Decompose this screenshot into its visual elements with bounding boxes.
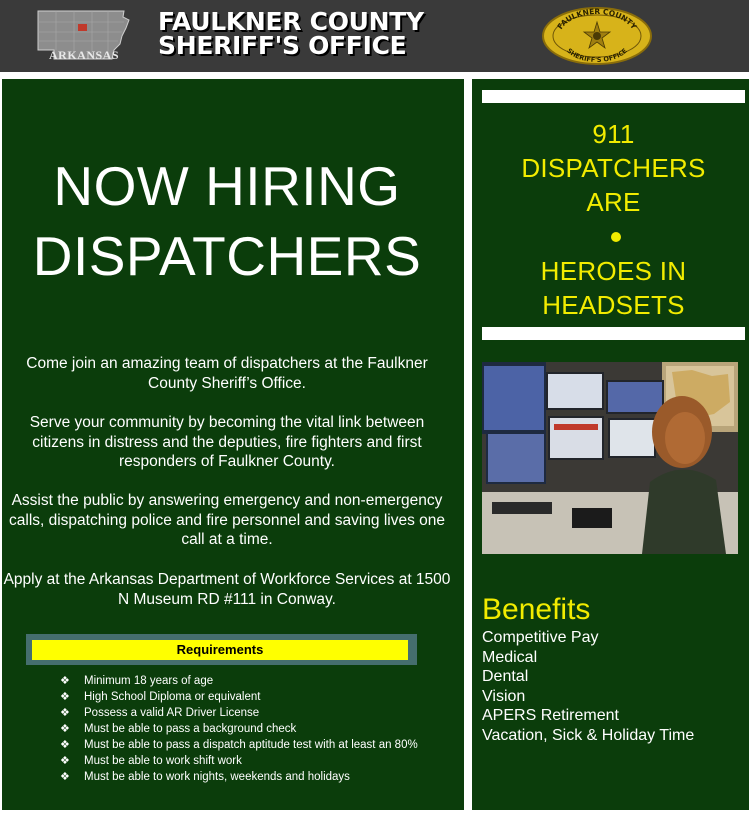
agency-title-line1: FAULKNER COUNTY: [158, 7, 424, 36]
list-item: Vision: [482, 687, 526, 705]
list-item: APERS Retirement: [482, 707, 619, 725]
headline: [2, 151, 452, 291]
diamond-bullet-icon: ❖: [60, 691, 70, 703]
list-item: Vacation, Sick & Holiday Time: [482, 726, 695, 744]
tagline-dispatchers: DISPATCHERS: [521, 153, 706, 183]
divider-bar-top: [482, 90, 745, 103]
list-item: ❖ Must be able to work shift work: [60, 755, 242, 767]
requirements-title: Requirements: [32, 640, 408, 660]
diamond-bullet-icon: ❖: [60, 675, 70, 687]
paragraph-serve: Serve your community by becoming the vital link between citizens in distress and the deputies, fire fighters and first responders of Faulkner County.: [29, 414, 425, 470]
tagline-are: ARE: [586, 187, 641, 217]
list-item: ❖ Possess a valid AR Driver License: [60, 707, 260, 719]
diamond-bullet-icon: ❖: [60, 723, 70, 735]
bullet-dot-icon: [611, 232, 621, 242]
benefits-list: [482, 628, 694, 746]
list-item: ❖ High School Diploma or equivalent: [60, 691, 261, 703]
tagline-911: 911: [592, 119, 635, 149]
paragraph-join: Come join an amazing team of dispatchers at the Faulkner County Sheriff’s Office.: [26, 355, 428, 392]
svg-text:SHERIFF'S OFFICE: SHERIFF'S OFFICE: [565, 46, 629, 65]
svg-text:FAULKNER COUNTY: FAULKNER COUNTY: [555, 6, 639, 31]
list-item: Medical: [482, 648, 538, 666]
list-item: ❖ Minimum 18 years of age: [60, 675, 214, 687]
tagline-heroes: HEROES IN: [540, 256, 687, 286]
agency-title: [158, 7, 538, 60]
list-item: ❖ Must be able to pass a dispatch aptitude test with at least an 80%: [60, 739, 418, 751]
diamond-bullet-icon: ❖: [60, 739, 70, 751]
sheriff-seal-icon: [541, 6, 653, 66]
tagline-headsets: HEADSETS: [542, 290, 685, 320]
agency-title-line2: SHERIFF'S OFFICE: [158, 31, 407, 60]
diamond-bullet-icon: ❖: [60, 707, 70, 719]
header-banner: [0, 0, 749, 72]
list-item: Dental: [482, 668, 529, 686]
headline-line1: NOW HIRING: [53, 155, 401, 217]
diamond-bullet-icon: ❖: [60, 771, 70, 783]
requirements-list: [60, 673, 420, 785]
list-item: Competitive Pay: [482, 629, 599, 646]
dispatcher-photo: [482, 362, 738, 554]
list-item: ❖ Must be able to pass a background check: [60, 723, 297, 735]
list-item: ❖ Must be able to work nights, weekends and holidays: [60, 771, 350, 783]
benefits-title: Benefits: [482, 593, 591, 626]
paragraph-apply: Apply at the Arkansas Department of Workforce Services at 1500 N Museum RD #111 in Conway.: [3, 571, 451, 608]
diamond-bullet-icon: ❖: [60, 755, 70, 767]
dispatcher-workstation-image: [482, 362, 738, 554]
headline-line2: DISPATCHERS: [32, 225, 422, 287]
arkansas-label: ARKANSAS: [48, 48, 119, 62]
paragraph-assist: Assist the public by answering emergency and non-emergency calls, dispatching police and fire personnel and saving lives one call at a time.: [9, 492, 445, 548]
divider-bar-bottom: [482, 327, 745, 340]
